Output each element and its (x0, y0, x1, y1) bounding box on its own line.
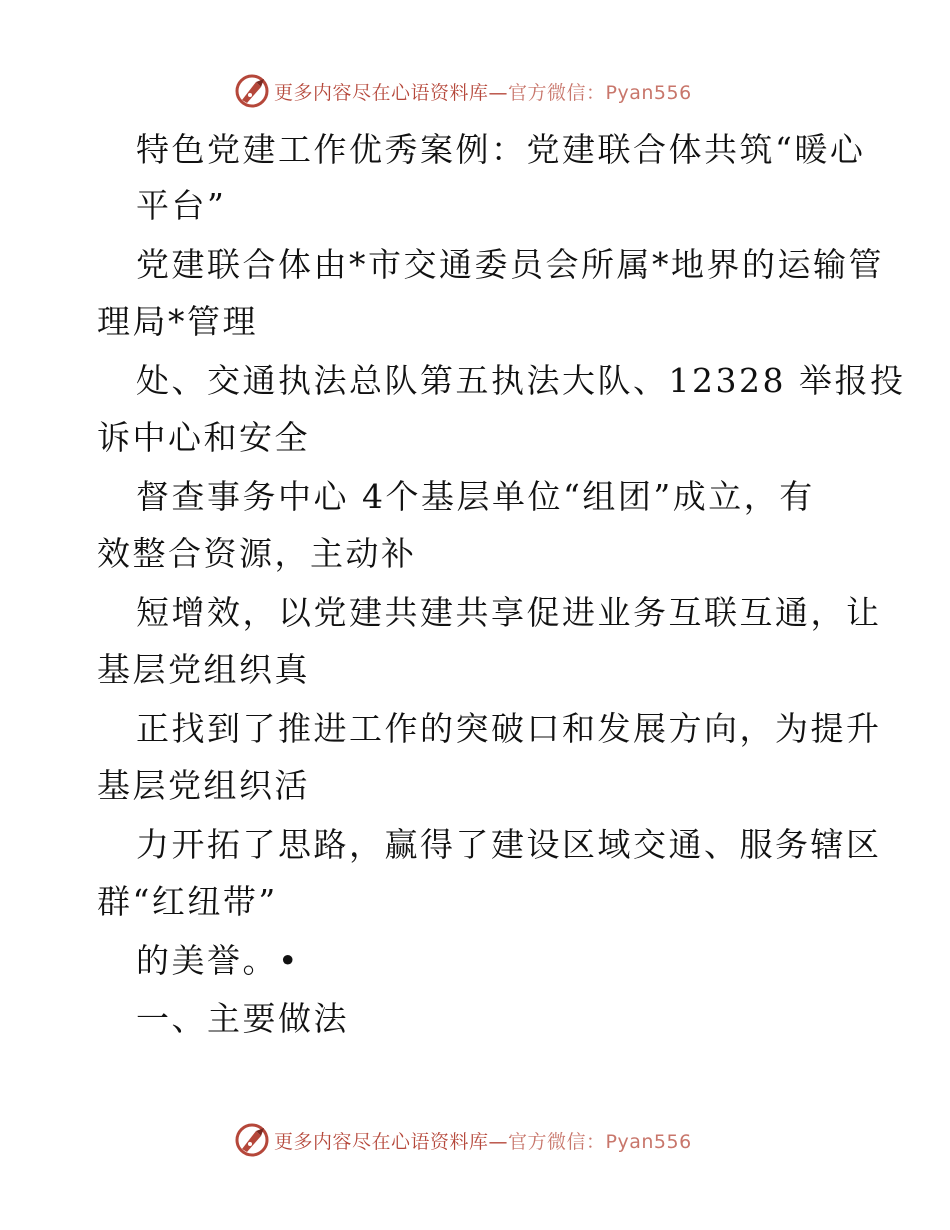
watermark-account: Pyan556 (605, 1130, 692, 1153)
pen-nib-logo-icon (234, 73, 270, 109)
footer-watermark (234, 1120, 714, 1160)
watermark-sub: 官方微信： (508, 1130, 606, 1153)
pen-nib-logo-icon (234, 1122, 270, 1158)
doc-section-heading: 一、主要做法 (136, 999, 349, 1038)
doc-title-line-1: 特色党建工作优秀案例：党建联合体共筑“暖心 (136, 130, 866, 169)
doc-paragraph-line: 督查事务中心 4个基层单位“组团”成立，有 (136, 477, 815, 516)
header-watermark (234, 71, 714, 111)
doc-paragraph-line: 基层党组织真 (97, 650, 310, 689)
doc-paragraph-line: 基层党组织活 (97, 766, 310, 805)
watermark-text (274, 1127, 692, 1154)
doc-paragraph-line: 正找到了推进工作的突破口和发展方向，为提升 (136, 709, 882, 748)
doc-title-line-2: 平台” (136, 186, 227, 225)
doc-paragraph-line: 群“红纽带” (97, 882, 278, 921)
doc-paragraph-line: 处、交通执法总队第五执法大队、12328 举报投 (136, 361, 906, 400)
watermark-main: 更多内容尽在心语资料库 (274, 81, 489, 104)
doc-paragraph-line: 党建联合体由*市交通委员会所属*地界的运输管 (136, 245, 884, 284)
doc-paragraph-line: 诉中心和安全 (97, 418, 310, 457)
watermark-text (274, 78, 692, 105)
watermark-account: Pyan556 (605, 81, 692, 104)
watermark-dash: — (488, 81, 509, 104)
watermark-dash: — (488, 1130, 509, 1153)
doc-paragraph-line: 的美誉。• (136, 941, 300, 980)
doc-paragraph-line: 理局*管理 (97, 302, 258, 341)
watermark-main: 更多内容尽在心语资料库 (274, 1130, 489, 1153)
doc-paragraph-line: 效整合资源，主动补 (97, 534, 417, 573)
doc-paragraph-line: 力开拓了思路，赢得了建设区域交通、服务辖区 (136, 825, 882, 864)
doc-paragraph-line: 短增效，以党建共建共享促进业务互联互通，让 (136, 593, 882, 632)
watermark-sub: 官方微信： (508, 81, 606, 104)
